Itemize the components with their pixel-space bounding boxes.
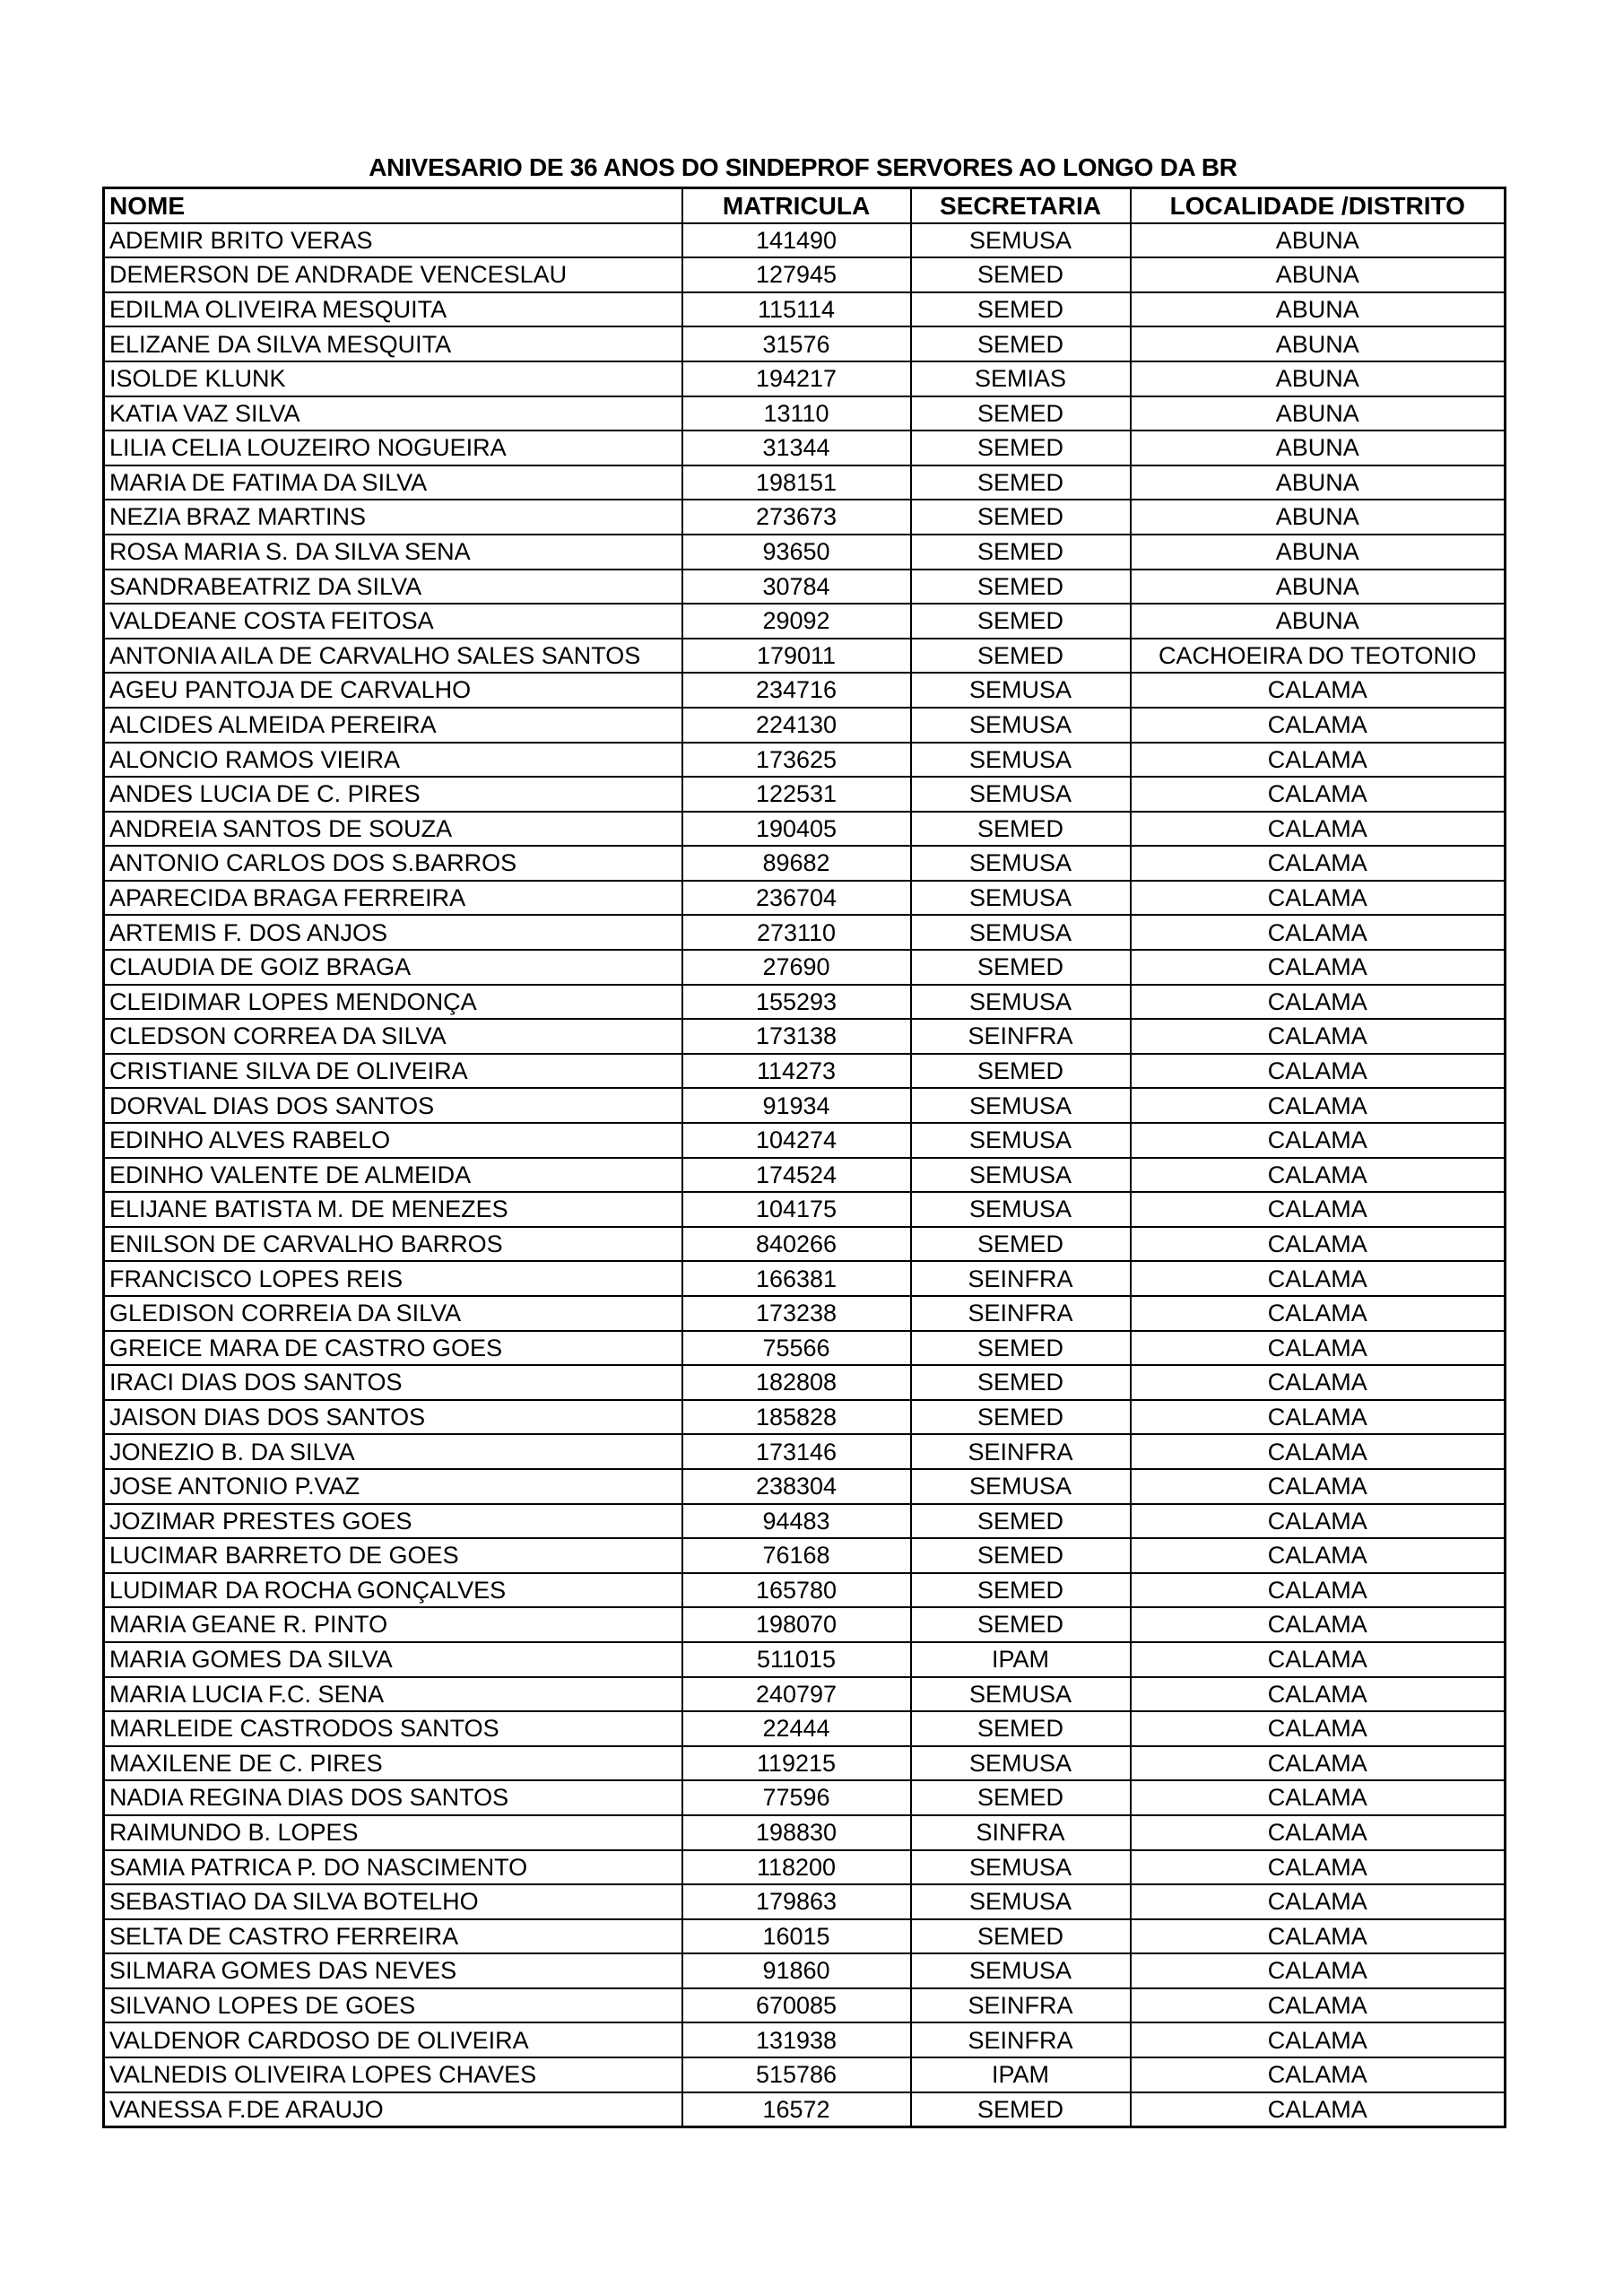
cell-secretaria: SEMED <box>911 639 1131 674</box>
cell-secretaria: SEMED <box>911 812 1131 847</box>
cell-secretaria: SEMUSA <box>911 1469 1131 1504</box>
cell-matricula: 115114 <box>682 292 911 327</box>
cell-secretaria: SEINFRA <box>911 1296 1131 1331</box>
cell-nome: ALCIDES ALMEIDA PEREIRA <box>104 708 682 743</box>
cell-localidade: CALAMA <box>1131 673 1506 708</box>
cell-secretaria: SINFRA <box>911 1815 1131 1850</box>
cell-localidade: CALAMA <box>1131 1711 1506 1746</box>
cell-nome: ENILSON DE CARVALHO BARROS <box>104 1227 682 1262</box>
cell-nome: NADIA REGINA DIAS DOS SANTOS <box>104 1780 682 1815</box>
cell-matricula: 131938 <box>682 2022 911 2057</box>
table-row <box>104 1850 1506 1885</box>
cell-localidade: ABUNA <box>1131 604 1506 639</box>
cell-nome: EDINHO ALVES RABELO <box>104 1123 682 1158</box>
cell-nome: EDINHO VALENTE DE ALMEIDA <box>104 1158 682 1193</box>
cell-secretaria: SEINFRA <box>911 1434 1131 1469</box>
table-row <box>104 430 1506 465</box>
cell-localidade: CALAMA <box>1131 777 1506 812</box>
cell-localidade: CALAMA <box>1131 2092 1506 2127</box>
cell-matricula: 179011 <box>682 639 911 674</box>
cell-matricula: 77596 <box>682 1780 911 1815</box>
table-row <box>104 1400 1506 1435</box>
cell-matricula: 22444 <box>682 1711 911 1746</box>
cell-matricula: 173146 <box>682 1434 911 1469</box>
cell-localidade: CALAMA <box>1131 1400 1506 1435</box>
cell-secretaria: IPAM <box>911 2057 1131 2092</box>
table-row <box>104 1192 1506 1227</box>
cell-localidade: CALAMA <box>1131 1607 1506 1642</box>
table-row <box>104 1711 1506 1746</box>
table-row <box>104 257 1506 292</box>
cell-secretaria: SEINFRA <box>911 1261 1131 1296</box>
cell-secretaria: SEMUSA <box>911 846 1131 881</box>
cell-nome: GLEDISON CORREIA DA SILVA <box>104 1296 682 1331</box>
cell-matricula: 179863 <box>682 1884 911 1919</box>
cell-localidade: CALAMA <box>1131 2057 1506 2092</box>
cell-nome: CLEDSON CORREA DA SILVA <box>104 1019 682 1054</box>
cell-secretaria: SEMED <box>911 1607 1131 1642</box>
table-row <box>104 1088 1506 1123</box>
cell-nome: JOZIMAR PRESTES GOES <box>104 1504 682 1539</box>
cell-nome: ANDREIA SANTOS DE SOUZA <box>104 812 682 847</box>
table-row <box>104 1261 1506 1296</box>
cell-nome: ANTONIA AILA DE CARVALHO SALES SANTOS <box>104 639 682 674</box>
cell-secretaria: SEMUSA <box>911 743 1131 778</box>
cell-nome: EDILMA OLIVEIRA MESQUITA <box>104 292 682 327</box>
table-row <box>104 743 1506 778</box>
table-body <box>104 223 1506 2127</box>
column-header-localidade: LOCALIDADE /DISTRITO <box>1131 188 1506 223</box>
cell-nome: JOSE ANTONIO P.VAZ <box>104 1469 682 1504</box>
table-row <box>104 985 1506 1020</box>
table-row <box>104 673 1506 708</box>
cell-matricula: 273673 <box>682 500 911 535</box>
cell-secretaria: SEMUSA <box>911 1746 1131 1781</box>
cell-secretaria: SEMUSA <box>911 1123 1131 1158</box>
cell-localidade: CALAMA <box>1131 1780 1506 1815</box>
cell-nome: VALNEDIS OLIVEIRA LOPES CHAVES <box>104 2057 682 2092</box>
cell-localidade: CALAMA <box>1131 1642 1506 1677</box>
cell-localidade: ABUNA <box>1131 500 1506 535</box>
cell-nome: CLAUDIA DE GOIZ BRAGA <box>104 950 682 985</box>
cell-nome: ELIJANE BATISTA M. DE MENEZES <box>104 1192 682 1227</box>
cell-secretaria: SEMED <box>911 1538 1131 1573</box>
cell-matricula: 118200 <box>682 1850 911 1885</box>
table-row <box>104 500 1506 535</box>
cell-matricula: 166381 <box>682 1261 911 1296</box>
cell-matricula: 173625 <box>682 743 911 778</box>
cell-secretaria: SEMED <box>911 465 1131 500</box>
cell-nome: MARIA GEANE R. PINTO <box>104 1607 682 1642</box>
table-row <box>104 1677 1506 1712</box>
cell-localidade: CALAMA <box>1131 950 1506 985</box>
cell-localidade: ABUNA <box>1131 292 1506 327</box>
cell-matricula: 13110 <box>682 396 911 431</box>
table-row <box>104 1573 1506 1608</box>
cell-localidade: CALAMA <box>1131 1261 1506 1296</box>
cell-nome: ANDES LUCIA DE C. PIRES <box>104 777 682 812</box>
cell-localidade: CALAMA <box>1131 1365 1506 1400</box>
cell-nome: LUCIMAR BARRETO DE GOES <box>104 1538 682 1573</box>
table-row <box>104 1607 1506 1642</box>
table-row <box>104 708 1506 743</box>
table-row <box>104 639 1506 674</box>
cell-secretaria: SEMED <box>911 1227 1131 1262</box>
cell-localidade: CALAMA <box>1131 1815 1506 1850</box>
cell-matricula: 119215 <box>682 1746 911 1781</box>
cell-nome: GREICE MARA DE CASTRO GOES <box>104 1331 682 1366</box>
cell-secretaria: SEMIAS <box>911 361 1131 396</box>
cell-nome: SILVANO LOPES DE GOES <box>104 1988 682 2023</box>
cell-matricula: 198151 <box>682 465 911 500</box>
cell-secretaria: SEMED <box>911 1365 1131 1400</box>
cell-secretaria: SEMUSA <box>911 1850 1131 1885</box>
cell-localidade: ABUNA <box>1131 430 1506 465</box>
table-row <box>104 812 1506 847</box>
cell-localidade: CALAMA <box>1131 1434 1506 1469</box>
cell-localidade: CALAMA <box>1131 915 1506 950</box>
cell-nome: ALONCIO RAMOS VIEIRA <box>104 743 682 778</box>
cell-secretaria: SEMED <box>911 326 1131 361</box>
cell-secretaria: SEMED <box>911 1054 1131 1089</box>
table-row <box>104 361 1506 396</box>
cell-secretaria: SEMED <box>911 1400 1131 1435</box>
cell-nome: CRISTIANE SILVA DE OLIVEIRA <box>104 1054 682 1089</box>
cell-nome: JONEZIO B. DA SILVA <box>104 1434 682 1469</box>
cell-matricula: 511015 <box>682 1642 911 1677</box>
cell-localidade: ABUNA <box>1131 361 1506 396</box>
cell-matricula: 114273 <box>682 1054 911 1089</box>
table-row <box>104 604 1506 639</box>
cell-matricula: 236704 <box>682 881 911 916</box>
cell-matricula: 173238 <box>682 1296 911 1331</box>
cell-localidade: CALAMA <box>1131 1227 1506 1262</box>
cell-matricula: 198830 <box>682 1815 911 1850</box>
cell-localidade: CALAMA <box>1131 1331 1506 1366</box>
cell-matricula: 194217 <box>682 361 911 396</box>
spreadsheet-sheet <box>102 154 1504 2128</box>
table-row <box>104 777 1506 812</box>
header-row <box>104 188 1506 223</box>
cell-matricula: 30784 <box>682 570 911 604</box>
cell-matricula: 27690 <box>682 950 911 985</box>
cell-matricula: 127945 <box>682 257 911 292</box>
table-row <box>104 1331 1506 1366</box>
cell-localidade: ABUNA <box>1131 535 1506 570</box>
cell-matricula: 91934 <box>682 1088 911 1123</box>
column-header-secretaria: SECRETARIA <box>911 188 1131 223</box>
table-row <box>104 1884 1506 1919</box>
cell-matricula: 190405 <box>682 812 911 847</box>
cell-matricula: 104175 <box>682 1192 911 1227</box>
cell-localidade: ABUNA <box>1131 257 1506 292</box>
cell-localidade: CALAMA <box>1131 881 1506 916</box>
cell-matricula: 94483 <box>682 1504 911 1539</box>
cell-secretaria: SEMED <box>911 396 1131 431</box>
cell-nome: CLEIDIMAR LOPES MENDONÇA <box>104 985 682 1020</box>
cell-localidade: ABUNA <box>1131 396 1506 431</box>
cell-matricula: 155293 <box>682 985 911 1020</box>
cell-localidade: ABUNA <box>1131 326 1506 361</box>
cell-secretaria: SEMUSA <box>911 223 1131 258</box>
cell-localidade: CALAMA <box>1131 708 1506 743</box>
table-row <box>104 1469 1506 1504</box>
table-row <box>104 2022 1506 2057</box>
cell-secretaria: SEMED <box>911 1780 1131 1815</box>
table-row <box>104 1953 1506 1988</box>
cell-nome: ROSA MARIA S. DA SILVA SENA <box>104 535 682 570</box>
table-row <box>104 2057 1506 2092</box>
cell-localidade: CALAMA <box>1131 1019 1506 1054</box>
cell-secretaria: SEMED <box>911 1573 1131 1608</box>
cell-matricula: 31344 <box>682 430 911 465</box>
cell-matricula: 840266 <box>682 1227 911 1262</box>
cell-nome: JAISON DIAS DOS SANTOS <box>104 1400 682 1435</box>
column-header-matricula: MATRICULA <box>682 188 911 223</box>
cell-secretaria: SEMED <box>911 950 1131 985</box>
cell-matricula: 76168 <box>682 1538 911 1573</box>
cell-nome: ELIZANE DA SILVA MESQUITA <box>104 326 682 361</box>
cell-matricula: 89682 <box>682 846 911 881</box>
cell-nome: SELTA DE CASTRO FERREIRA <box>104 1919 682 1954</box>
cell-nome: NEZIA BRAZ MARTINS <box>104 500 682 535</box>
cell-nome: MARIA DE FATIMA DA SILVA <box>104 465 682 500</box>
cell-localidade: CALAMA <box>1131 1884 1506 1919</box>
cell-matricula: 16572 <box>682 2092 911 2127</box>
table-row <box>104 1227 1506 1262</box>
cell-matricula: 224130 <box>682 708 911 743</box>
table-row <box>104 1988 1506 2023</box>
table-row <box>104 1158 1506 1193</box>
cell-localidade: CALAMA <box>1131 985 1506 1020</box>
cell-nome: SAMIA PATRICA P. DO NASCIMENTO <box>104 1850 682 1885</box>
cell-nome: IRACI DIAS DOS SANTOS <box>104 1365 682 1400</box>
cell-nome: LILIA CELIA LOUZEIRO NOGUEIRA <box>104 430 682 465</box>
table-row <box>104 1019 1506 1054</box>
cell-secretaria: SEMUSA <box>911 1192 1131 1227</box>
cell-localidade: CALAMA <box>1131 1088 1506 1123</box>
cell-localidade: CALAMA <box>1131 1123 1506 1158</box>
cell-nome: SEBASTIAO DA SILVA BOTELHO <box>104 1884 682 1919</box>
cell-localidade: CALAMA <box>1131 1192 1506 1227</box>
cell-localidade: ABUNA <box>1131 465 1506 500</box>
table-row <box>104 465 1506 500</box>
cell-localidade: CACHOEIRA DO TEOTONIO <box>1131 639 1506 674</box>
table-row <box>104 1365 1506 1400</box>
cell-matricula: 670085 <box>682 1988 911 2023</box>
cell-secretaria: SEMUSA <box>911 915 1131 950</box>
table-row <box>104 535 1506 570</box>
cell-matricula: 91860 <box>682 1953 911 1988</box>
cell-nome: RAIMUNDO B. LOPES <box>104 1815 682 1850</box>
table-row <box>104 1296 1506 1331</box>
table-row <box>104 1538 1506 1573</box>
table-row <box>104 950 1506 985</box>
cell-nome: MARIA GOMES DA SILVA <box>104 1642 682 1677</box>
cell-nome: VALDEANE COSTA FEITOSA <box>104 604 682 639</box>
cell-secretaria: SEMED <box>911 1504 1131 1539</box>
cell-matricula: 31576 <box>682 326 911 361</box>
cell-localidade: CALAMA <box>1131 846 1506 881</box>
table-row <box>104 1780 1506 1815</box>
cell-matricula: 515786 <box>682 2057 911 2092</box>
column-header-nome: NOME <box>104 188 682 223</box>
cell-nome: LUDIMAR DA ROCHA GONÇALVES <box>104 1573 682 1608</box>
cell-localidade: CALAMA <box>1131 1988 1506 2023</box>
table-row <box>104 292 1506 327</box>
table-row <box>104 1054 1506 1089</box>
cell-matricula: 240797 <box>682 1677 911 1712</box>
cell-secretaria: SEINFRA <box>911 1019 1131 1054</box>
cell-matricula: 273110 <box>682 915 911 950</box>
cell-matricula: 141490 <box>682 223 911 258</box>
cell-secretaria: SEMUSA <box>911 673 1131 708</box>
cell-secretaria: SEMED <box>911 604 1131 639</box>
cell-nome: KATIA VAZ SILVA <box>104 396 682 431</box>
cell-nome: SILMARA GOMES DAS NEVES <box>104 1953 682 1988</box>
cell-matricula: 93650 <box>682 535 911 570</box>
cell-nome: ARTEMIS F. DOS ANJOS <box>104 915 682 950</box>
cell-secretaria: SEMUSA <box>911 777 1131 812</box>
cell-secretaria: SEMED <box>911 430 1131 465</box>
table-row <box>104 881 1506 916</box>
cell-matricula: 182808 <box>682 1365 911 1400</box>
table-row <box>104 1746 1506 1781</box>
cell-secretaria: IPAM <box>911 1642 1131 1677</box>
cell-secretaria: SEMED <box>911 2092 1131 2127</box>
cell-matricula: 104274 <box>682 1123 911 1158</box>
cell-localidade: CALAMA <box>1131 1469 1506 1504</box>
cell-secretaria: SEMUSA <box>911 1088 1131 1123</box>
cell-nome: VALDENOR CARDOSO DE OLIVEIRA <box>104 2022 682 2057</box>
cell-matricula: 185828 <box>682 1400 911 1435</box>
cell-localidade: CALAMA <box>1131 1054 1506 1089</box>
cell-localidade: CALAMA <box>1131 743 1506 778</box>
cell-nome: DORVAL DIAS DOS SANTOS <box>104 1088 682 1123</box>
cell-matricula: 234716 <box>682 673 911 708</box>
cell-secretaria: SEMED <box>911 257 1131 292</box>
cell-matricula: 29092 <box>682 604 911 639</box>
cell-secretaria: SEMED <box>911 1711 1131 1746</box>
cell-matricula: 75566 <box>682 1331 911 1366</box>
cell-nome: VANESSA F.DE ARAUJO <box>104 2092 682 2127</box>
cell-localidade: ABUNA <box>1131 223 1506 258</box>
document-title: ANIVESARIO DE 36 ANOS DO SINDEPROF SERVORES AO LONGO DA BR <box>369 153 1237 181</box>
roster-table <box>102 187 1506 2128</box>
table-row <box>104 1434 1506 1469</box>
cell-localidade: CALAMA <box>1131 2022 1506 2057</box>
cell-secretaria: SEMED <box>911 500 1131 535</box>
cell-secretaria: SEMED <box>911 570 1131 604</box>
table-row <box>104 1642 1506 1677</box>
table-row <box>104 846 1506 881</box>
table-row <box>104 326 1506 361</box>
cell-secretaria: SEMUSA <box>911 1884 1131 1919</box>
table-row <box>104 1504 1506 1539</box>
cell-secretaria: SEMED <box>911 535 1131 570</box>
cell-secretaria: SEMUSA <box>911 1953 1131 1988</box>
cell-localidade: ABUNA <box>1131 570 1506 604</box>
cell-nome: MAXILENE DE C. PIRES <box>104 1746 682 1781</box>
cell-secretaria: SEINFRA <box>911 2022 1131 2057</box>
cell-localidade: CALAMA <box>1131 1573 1506 1608</box>
cell-secretaria: SEMUSA <box>911 881 1131 916</box>
table-row <box>104 1123 1506 1158</box>
cell-secretaria: SEMUSA <box>911 1158 1131 1193</box>
cell-matricula: 122531 <box>682 777 911 812</box>
cell-localidade: CALAMA <box>1131 1296 1506 1331</box>
cell-matricula: 165780 <box>682 1573 911 1608</box>
cell-localidade: CALAMA <box>1131 1158 1506 1193</box>
cell-nome: AGEU PANTOJA DE CARVALHO <box>104 673 682 708</box>
cell-nome: ANTONIO CARLOS DOS S.BARROS <box>104 846 682 881</box>
cell-secretaria: SEMUSA <box>911 1677 1131 1712</box>
cell-localidade: CALAMA <box>1131 1850 1506 1885</box>
table-row <box>104 1815 1506 1850</box>
cell-nome: SANDRABEATRIZ DA SILVA <box>104 570 682 604</box>
cell-matricula: 238304 <box>682 1469 911 1504</box>
table-row <box>104 570 1506 604</box>
cell-secretaria: SEMED <box>911 1331 1131 1366</box>
table-row <box>104 915 1506 950</box>
cell-nome: MARIA LUCIA F.C. SENA <box>104 1677 682 1712</box>
cell-nome: MARLEIDE CASTRODOS SANTOS <box>104 1711 682 1746</box>
cell-secretaria: SEMUSA <box>911 708 1131 743</box>
cell-secretaria: SEMUSA <box>911 985 1131 1020</box>
cell-nome: APARECIDA BRAGA FERREIRA <box>104 881 682 916</box>
cell-localidade: CALAMA <box>1131 1746 1506 1781</box>
table-row <box>104 223 1506 258</box>
cell-localidade: CALAMA <box>1131 1677 1506 1712</box>
cell-localidade: CALAMA <box>1131 1953 1506 1988</box>
cell-secretaria: SEMED <box>911 1919 1131 1954</box>
table-row <box>104 2092 1506 2127</box>
cell-localidade: CALAMA <box>1131 1538 1506 1573</box>
table-row <box>104 396 1506 431</box>
cell-nome: ISOLDE KLUNK <box>104 361 682 396</box>
cell-matricula: 198070 <box>682 1607 911 1642</box>
cell-localidade: CALAMA <box>1131 1919 1506 1954</box>
table-row <box>104 1919 1506 1954</box>
cell-secretaria: SEINFRA <box>911 1988 1131 2023</box>
cell-nome: ADEMIR BRITO VERAS <box>104 223 682 258</box>
cell-secretaria: SEMED <box>911 292 1131 327</box>
cell-matricula: 16015 <box>682 1919 911 1954</box>
cell-localidade: CALAMA <box>1131 812 1506 847</box>
cell-nome: FRANCISCO LOPES REIS <box>104 1261 682 1296</box>
cell-matricula: 173138 <box>682 1019 911 1054</box>
cell-nome: DEMERSON DE ANDRADE VENCESLAU <box>104 257 682 292</box>
cell-matricula: 174524 <box>682 1158 911 1193</box>
cell-localidade: CALAMA <box>1131 1504 1506 1539</box>
